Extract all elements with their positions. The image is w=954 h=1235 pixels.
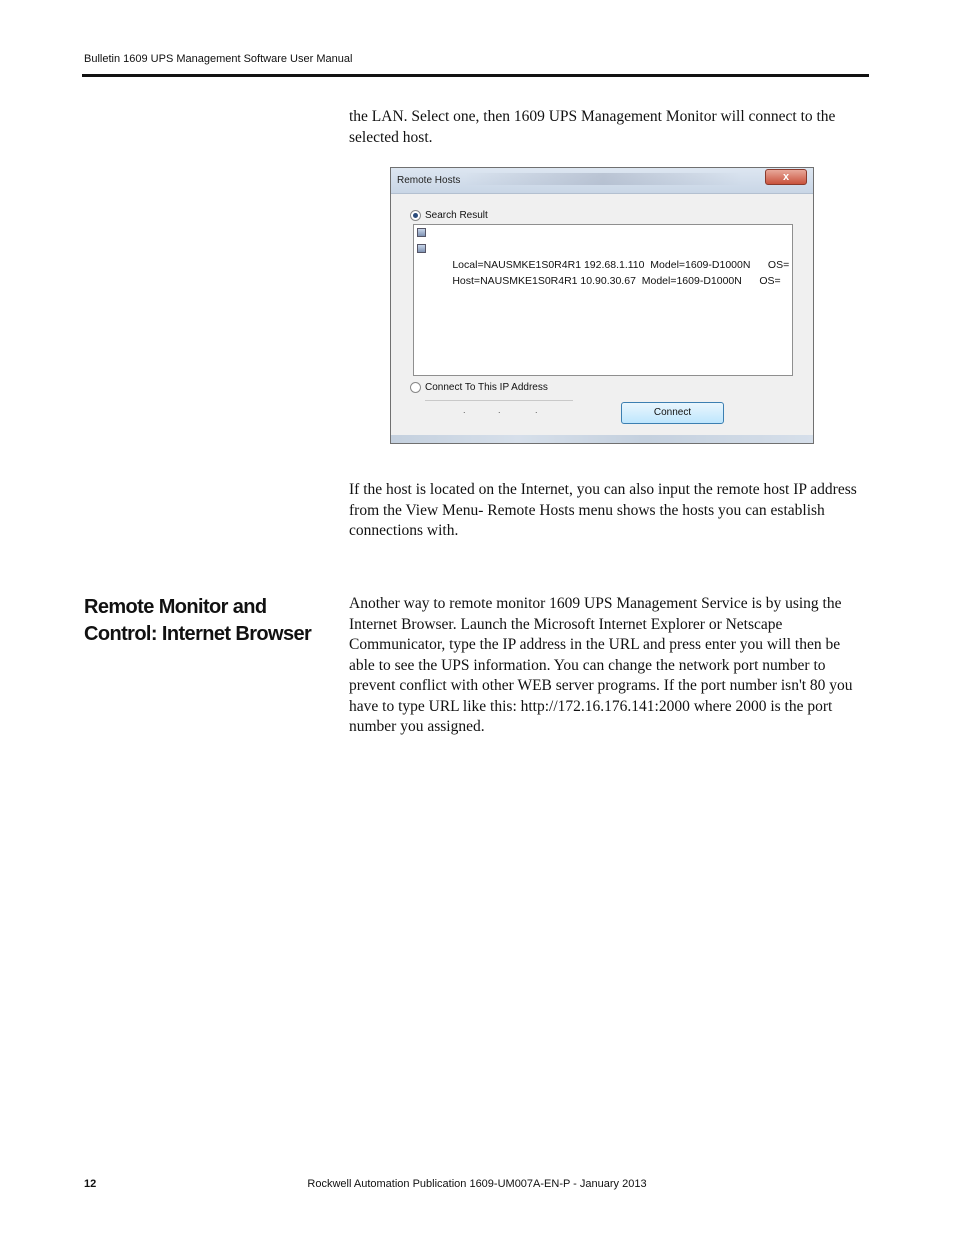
- dialog-titlebar[interactable]: [391, 168, 813, 194]
- browser-paragraph: Another way to remote monitor 1609 UPS Management Service is by using the Internet Browser. Launch the Microsoft Internet Explorer or Netscape Communicator, type the IP address in the URL and press enter you will then be able to see the UPS information. You can change the network port number to prevent conflict with other WEB server programs. If the port number isn't 80 you have to type URL like this: http://172.16.176.141:2000 where 2000 is the port number you assigned.: [349, 595, 853, 735]
- header-rule: [82, 74, 869, 77]
- connect-ip-option[interactable]: [410, 382, 548, 393]
- close-button[interactable]: x: [765, 169, 807, 185]
- host-entry-text: Host=NAUSMKE1S0R4R1 10.90.30.67 Model=1609-D1000N OS=: [452, 275, 781, 287]
- search-result-label: Search Result: [425, 210, 488, 221]
- hosts-listbox[interactable]: [413, 224, 793, 376]
- connect-button[interactable]: Connect: [621, 402, 724, 424]
- remote-hosts-dialog: [390, 167, 814, 444]
- dialog-title: Remote Hosts: [397, 175, 461, 186]
- section-heading: Remote Monitor and Control: Internet Browser: [84, 596, 312, 645]
- ip-separator: .: [535, 405, 538, 415]
- list-item[interactable]: [414, 225, 792, 271]
- connect-ip-label: Connect To This IP Address: [425, 382, 548, 393]
- dialog-client-area: [398, 194, 806, 435]
- dialog-bottom-edge: [391, 435, 813, 443]
- connect-ip-radio[interactable]: [410, 382, 421, 393]
- computer-icon: [417, 228, 426, 237]
- titlebar-blurred-region: [463, 173, 743, 185]
- ip-address-input[interactable]: [425, 400, 573, 423]
- ip-separator: .: [463, 405, 466, 415]
- publication-footer: Rockwell Automation Publication 1609-UM007A-EN-P - January 2013: [307, 1178, 647, 1190]
- intro-paragraph: the LAN. Select one, then 1609 UPS Management Monitor will connect to the selected host.: [349, 108, 836, 146]
- page-number: 12: [84, 1178, 97, 1190]
- host-entry-text: Local=NAUSMKE1S0R4R1 192.68.1.110 Model=1609-D1000N OS=: [452, 259, 790, 271]
- running-header: Bulletin 1609 UPS Management Software User Manual: [84, 53, 353, 65]
- computer-icon: [417, 244, 426, 253]
- ip-separator: .: [498, 405, 501, 415]
- search-result-option[interactable]: [410, 210, 488, 221]
- search-result-radio[interactable]: [410, 210, 421, 221]
- internet-paragraph: If the host is located on the Internet, you can also input the remote host IP address from the View Menu- Remote Hosts menu shows the hosts you can establish connections with.: [349, 481, 857, 539]
